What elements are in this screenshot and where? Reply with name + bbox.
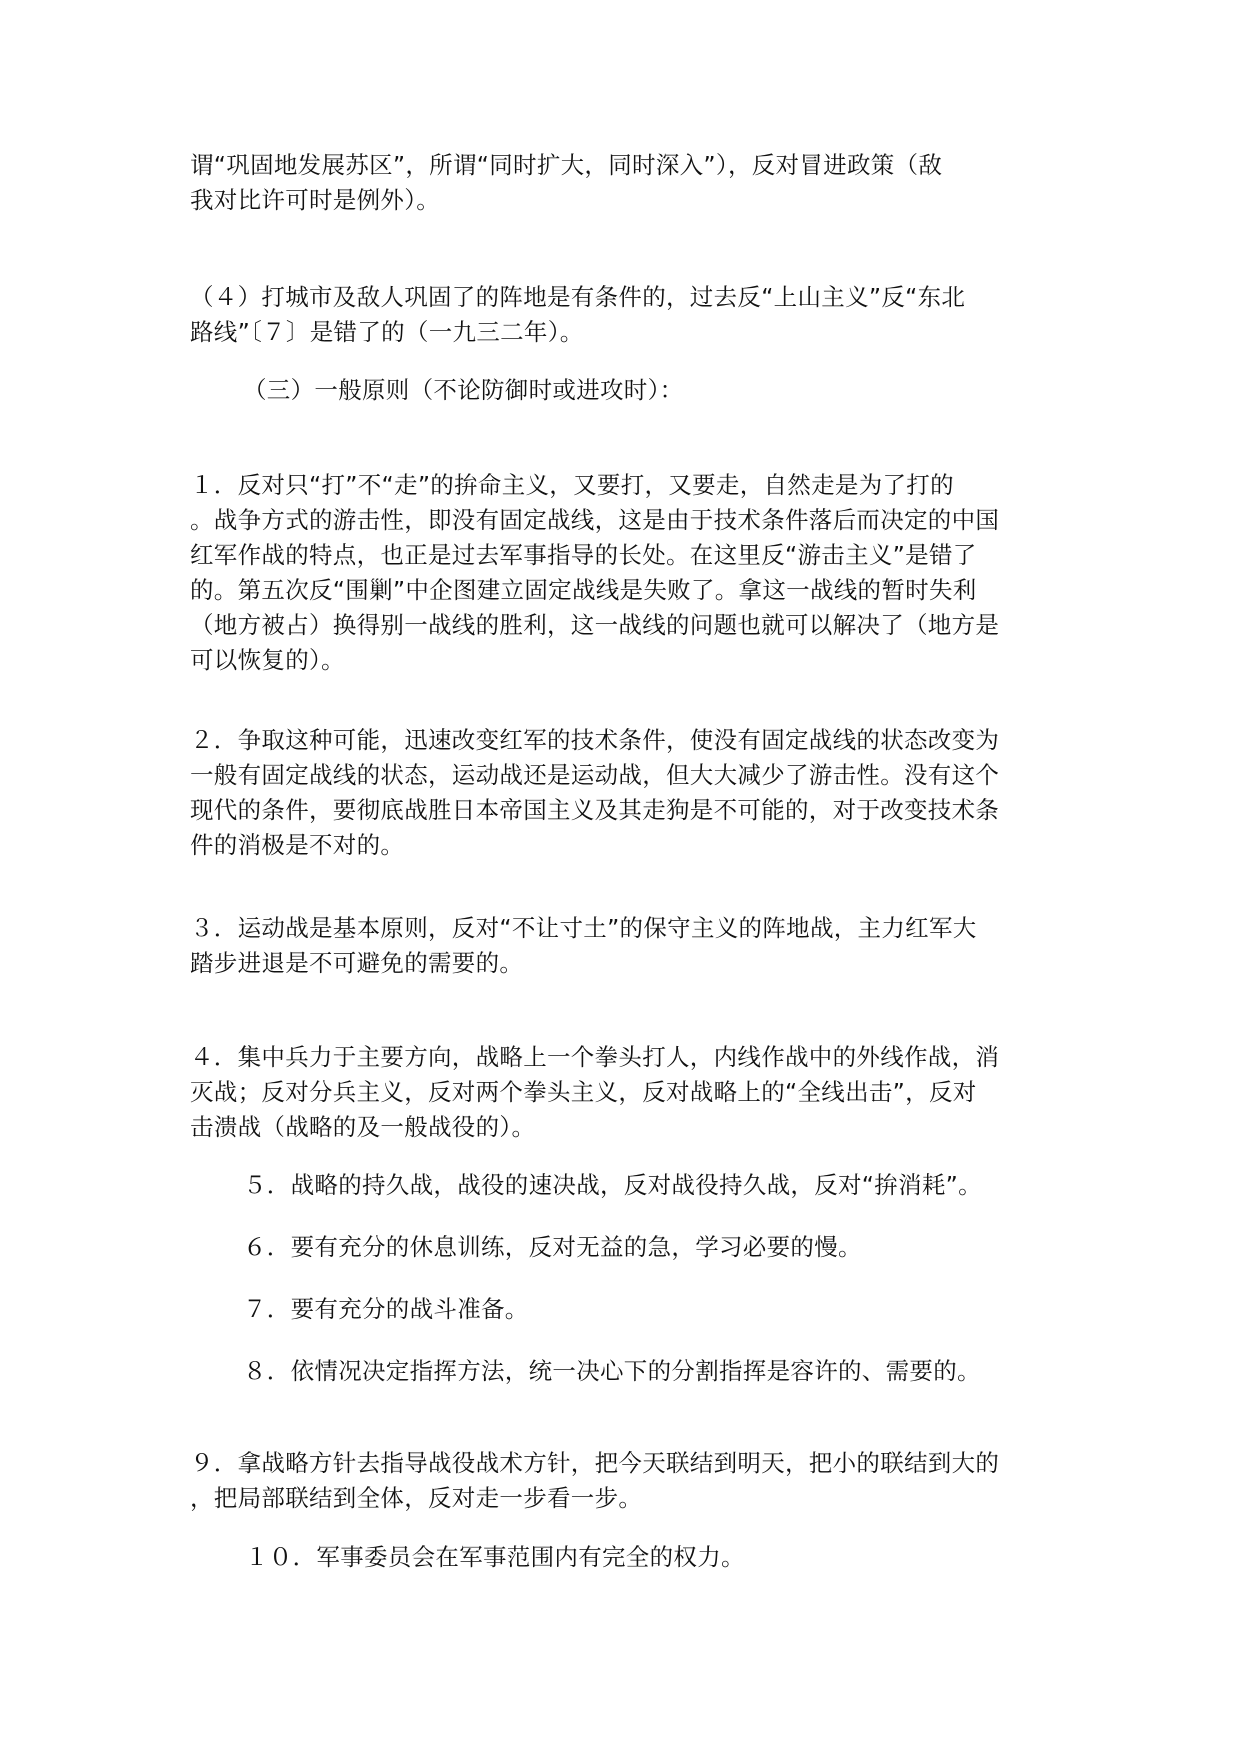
paragraph-principle-8 <box>243 1354 1053 1389</box>
text-line: 一般有固定战线的状态，运动战还是运动战，但大大减少了游击性。没有这个 <box>190 761 1000 789</box>
text-line: 谓“巩固地发展苏区”，所谓“同时扩大，同时深入”），反对冒进政策（敌 <box>190 151 943 179</box>
text-line: 灭战；反对分兵主义，反对两个拳头主义，反对战略上的“全线出击”，反对 <box>190 1078 977 1106</box>
text-line: ９．拿战略方针去指导战役战术方针，把今天联结到明天，把小的联结到大的 <box>190 1449 1000 1477</box>
text-line: 现代的条件，要彻底战胜日本帝国主义及其走狗是不可能的，对于改变技术条 <box>190 796 1000 824</box>
text-line: （三）一般原则（不论防御时或进攻时）： <box>243 376 684 404</box>
paragraph-principle-3 <box>190 911 1050 981</box>
text-line: 可以恢复的）。 <box>190 646 345 674</box>
text-line: 件的消极是不对的。 <box>190 831 405 859</box>
text-line: 路线”〔７〕是错了的（一九三二年）。 <box>190 318 584 346</box>
text-line: 我对比许可时是例外）。 <box>190 186 441 214</box>
paragraph-principle-2 <box>190 723 1050 863</box>
text-line: 的。第五次反“围剿”中企图建立固定战线是失败了。拿这一战线的暂时失利 <box>190 576 977 604</box>
paragraph-point-4 <box>190 280 1050 350</box>
text-line: （４）打城市及敌人巩固了的阵地是有条件的，过去反“上山主义”反“东北 <box>190 283 966 311</box>
text-line: ６．要有充分的休息训练，反对无益的急，学习必要的慢。 <box>243 1233 862 1261</box>
text-line: ，把局部联结到全体，反对走一步看一步。 <box>190 1484 643 1512</box>
paragraph-principle-4 <box>190 1040 1050 1145</box>
paragraph-principle-7 <box>243 1292 1053 1327</box>
section-heading-general-principles <box>243 373 1053 408</box>
text-line: １．反对只“打”不“走”的拚命主义，又要打，又要走，自然走是为了打的 <box>190 471 954 499</box>
text-line: ４．集中兵力于主要方向，战略上一个拳头打人，内线作战中的外线作战，消 <box>190 1043 1000 1071</box>
text-line: 踏步进退是不可避免的需要的。 <box>190 949 524 977</box>
text-line: 。战争方式的游击性，即没有固定战线，这是由于技术条件落后而决定的中国 <box>190 506 1000 534</box>
text-line: 击溃战（战略的及一般战役的）。 <box>190 1113 536 1141</box>
text-line: ５．战略的持久战，战役的速决战，反对战役持久战，反对“拚消耗”。 <box>243 1171 982 1199</box>
text-line: ３．运动战是基本原则，反对“不让寸土”的保守主义的阵地战，主力红军大 <box>190 914 977 942</box>
text-line: ８．依情况决定指挥方法，统一决心下的分割指挥是容许的、需要的。 <box>243 1357 981 1385</box>
paragraph-strategy-continued <box>190 148 1050 218</box>
text-line: １０．军事委员会在军事范围内有完全的权力。 <box>245 1543 745 1571</box>
text-line: ７．要有充分的战斗准备。 <box>243 1295 529 1323</box>
paragraph-principle-1 <box>190 468 1050 678</box>
paragraph-principle-9 <box>190 1446 1050 1516</box>
text-line: ２．争取这种可能，迅速改变红军的技术条件，使没有固定战线的状态改变为 <box>190 726 1000 754</box>
paragraph-principle-10 <box>245 1540 1055 1575</box>
text-line: （地方被占）换得别一战线的胜利，这一战线的问题也就可以解决了（地方是 <box>190 611 1000 639</box>
paragraph-principle-5 <box>243 1168 1053 1203</box>
paragraph-principle-6 <box>243 1230 1053 1265</box>
text-line: 红军作战的特点，也正是过去军事指导的长处。在这里反“游击主义”是错了 <box>190 541 977 569</box>
